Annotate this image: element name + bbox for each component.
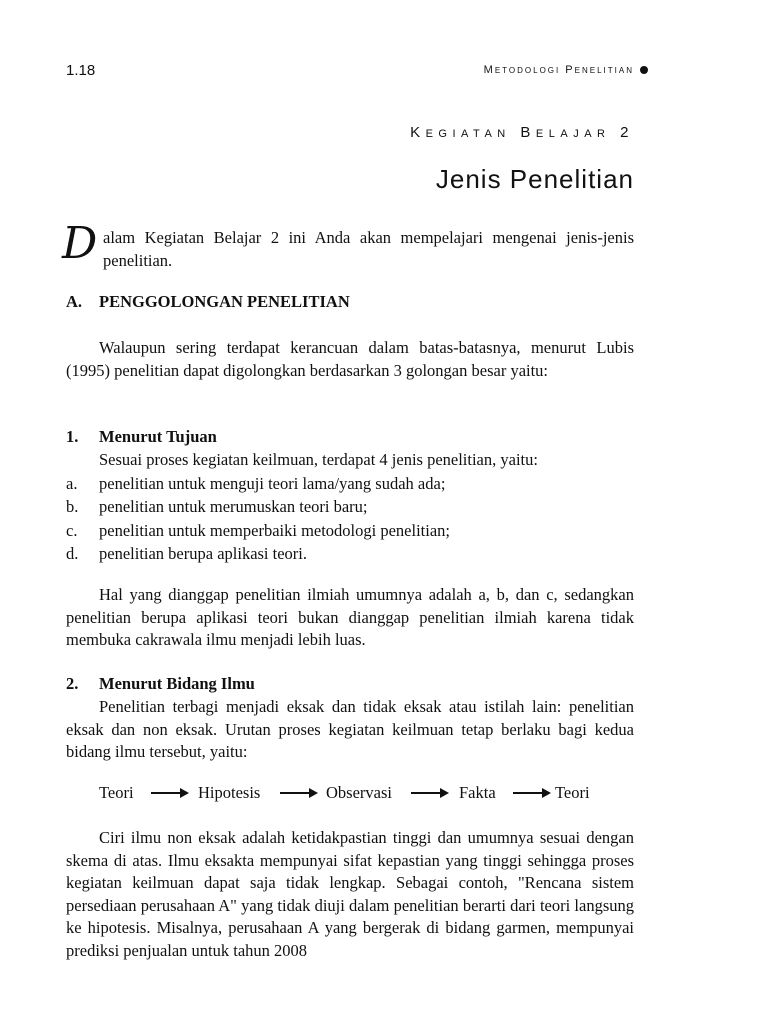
activity-label: Kegiatan Belajar 2 bbox=[410, 124, 634, 141]
intro-paragraph: alam Kegiatan Belajar 2 ini Anda akan mempelajari mengenai jenis-jenis penelitian. bbox=[103, 228, 634, 270]
flow-step: Teori bbox=[555, 783, 590, 802]
list-marker: a. bbox=[66, 474, 78, 493]
sub1-number: 1. bbox=[66, 427, 79, 446]
list-item-text: penelitian berupa aplikasi teori. bbox=[99, 543, 308, 563]
sub1-lead: Sesuai proses kegiatan keilmuan, terdapat 4 jenis penelitian, yaitu: bbox=[99, 450, 538, 469]
arrow-right-icon bbox=[513, 792, 549, 794]
list-item-text: penelitian untuk menguji teori lama/yang sudah ada; bbox=[99, 474, 446, 493]
sub1-paragraph: Hal yang dianggap penelitian ilmiah umumnya adalah a, b, dan c, sedangkan penelitian berupa aplikasi teori bukan dianggap penelitian ilmiah karena tidak membuka cakrawala ilmu menjadi lebih luas. bbox=[66, 585, 634, 649]
drop-cap: D bbox=[62, 218, 98, 269]
list-marker: c. bbox=[66, 520, 78, 540]
page-title: Jenis Penelitian bbox=[435, 164, 634, 194]
section-a-number: A. bbox=[66, 292, 83, 311]
section-a-title: PENGGOLONGAN PENELITIAN bbox=[99, 292, 350, 311]
section-a-paragraph: Walaupun sering terdapat kerancuan dalam batas-batasnya, menurut Lubis (1995) penelitian dapat digolongkan berdasarkan 3 golongan besar yaitu: bbox=[66, 338, 634, 380]
section-a-heading bbox=[66, 292, 350, 312]
sub1-list bbox=[66, 472, 450, 565]
sub2-title: Menurut Bidang Ilmu bbox=[99, 674, 255, 693]
list-marker: b. bbox=[66, 497, 79, 517]
arrow-right-icon bbox=[280, 792, 316, 794]
list-item-text: penelitian untuk merumuskan teori baru; bbox=[99, 497, 368, 517]
list-item bbox=[66, 519, 450, 542]
sub2-heading bbox=[66, 674, 255, 694]
sub2-paragraph-2: Ciri ilmu non eksak adalah ketidakpastian tinggi dan umumnya sesuai dengan skema di atas. Ilmu eksakta mempunyai sifat kepastian yang tinggi sehingga proses kegiatan keilmuan dapat saja tidak lengkap. Sebagai contoh, "Rencana sistem persediaan perusahaan A" yang tidak diuji dalam penelitian berarti dari teori langsung ke hipotesis. Misalnya, perusahaan A yang bergerak di bidang garmen, mempunyai prediksi penjualan untuk tahun 2008 bbox=[66, 828, 634, 960]
arrow-right-icon bbox=[411, 792, 447, 794]
flow-step: Hipotesis bbox=[198, 783, 261, 802]
list-marker: d. bbox=[66, 543, 79, 563]
arrow-right-icon bbox=[151, 792, 187, 794]
bullet-dot-icon bbox=[640, 66, 648, 74]
list-item bbox=[66, 495, 450, 518]
sub1-heading bbox=[66, 427, 217, 447]
page-number: 1.18 bbox=[66, 62, 96, 79]
list-item bbox=[66, 542, 450, 565]
list-item-text: penelitian untuk memperbaiki metodologi penelitian; bbox=[99, 520, 450, 540]
list-item bbox=[66, 472, 450, 495]
sub2-number: 2. bbox=[66, 674, 79, 693]
sub1-title: Menurut Tujuan bbox=[99, 427, 217, 446]
flow-step: Teori bbox=[99, 783, 134, 802]
flow-step: Fakta bbox=[459, 783, 496, 802]
flow-step: Observasi bbox=[326, 783, 392, 802]
sub2-paragraph: Penelitian terbagi menjadi eksak dan tidak eksak atau istilah lain: penelitian eksak dan non eksak. Urutan proses kegiatan keilmuan tetap berlaku bagi kedua bidang ilmu tersebut, yaitu: bbox=[66, 697, 634, 761]
running-title: Metodologi Penelitian bbox=[483, 64, 634, 76]
